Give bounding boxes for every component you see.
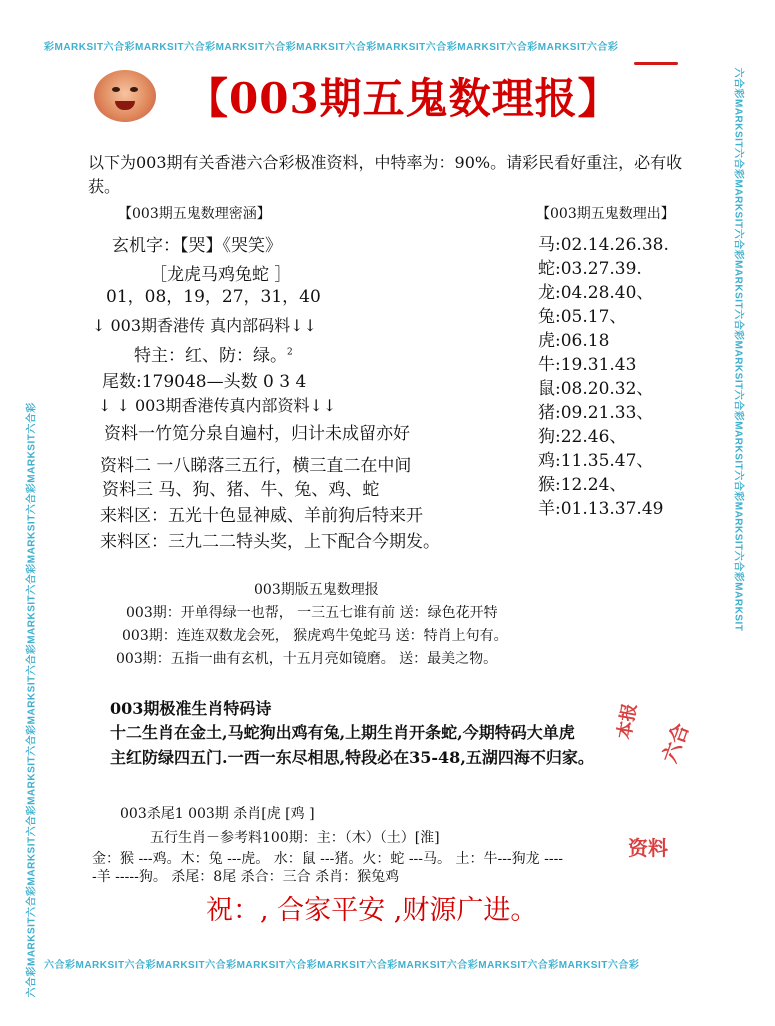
kill-line-1: 003杀尾1 003期 杀肖[虎 [鸡 ]	[120, 806, 315, 822]
watermark-top: 彩MARKSIT六合彩MARKSIT六合彩MARKSIT六合彩MARKSIT六合彩MARKSIT六合彩MARKSIT六合彩MARKSIT六合彩	[44, 42, 619, 53]
mascot-face-icon	[94, 70, 156, 122]
list-item: 虎:06.18	[538, 331, 610, 351]
red-accent-line	[634, 62, 678, 65]
list-item: 狗:22.46、	[538, 427, 627, 447]
section2-heading: 003期版五鬼数理报	[254, 582, 379, 598]
poem-line-1: 十二生肖在金土,马蛇狗出鸡有兔,上期生肖开条蛇,今期特码大单虎	[110, 723, 575, 742]
zodiac-group: ［龙虎马鸡兔蛇 ］	[150, 265, 292, 285]
ziliao-3: 资料三 马、狗、猪、牛、兔、鸡、蛇	[102, 480, 380, 500]
mascot-mouth	[115, 101, 135, 110]
tezhu-sup: 2	[287, 347, 293, 358]
poem-heading: 003期极准生肖特码诗	[110, 699, 272, 718]
red-stamp-1: 本报	[614, 701, 641, 741]
list-item: 兔:05.17、	[538, 307, 627, 327]
laiyuan-1: 来料区：五光十色显神威、羊前狗后特来开	[100, 506, 423, 526]
right-heading: 【003期五鬼数理出】	[536, 206, 675, 222]
poem-line-2: 主红防绿四五门.一西一东尽相思,特段必在35-48,五湖四海不归家。	[110, 748, 594, 767]
watermark-left: 六合彩MARKSIT六合彩MARKSIT六合彩MARKSIT六合彩MARKSIT六合彩MARKSIT六合彩MARKSIT六合彩MARKSIT六合彩	[26, 402, 38, 998]
list-item: 马:02.14.26.38.	[538, 235, 669, 255]
list-item: 蛇:03.27.39.	[538, 259, 642, 279]
tezhu-main: 特主：红、防：绿。	[134, 346, 287, 366]
blessing-text: 祝：, 合家平安 ,财源广进。	[206, 895, 538, 926]
weishu-text: 尾数:179048—头数 0 3 4	[102, 372, 307, 392]
list-item: 龙:04.28.40、	[538, 283, 654, 303]
watermark-bottom: 六合彩MARKSIT六合彩MARKSIT六合彩MARKSIT六合彩MARKSIT六合彩MARKSIT六合彩MARKSIT六合彩MARKSIT六合彩	[44, 960, 640, 971]
kill-line-3: 金：猴 ---鸡。木：兔 ---虎。 水：鼠 ---猪。火：蛇 ---马。 土：牛---狗龙 ----	[92, 851, 564, 867]
ziliao-1: 资料一竹笕分泉自遍村，归计未成留亦好	[104, 424, 410, 444]
list-item: 猴:12.24、	[538, 475, 627, 495]
red-stamp-2: 六合	[657, 720, 694, 766]
red-stamp-3: 资料	[628, 836, 668, 860]
mascot-eye-right	[130, 87, 138, 92]
left-heading: 【003期五鬼数理密涵】	[118, 206, 271, 222]
section2-line-3: 003期：五指一曲有玄机，十五月亮如镜磨。 送：最美之物。	[116, 651, 498, 667]
xuanji-text: 玄机字：【哭】《哭笑》	[112, 236, 282, 256]
hk-data-heading: ↓ ↓ 003期香港传真内部资料↓↓	[98, 396, 337, 415]
hk-code-heading: ↓ 003期香港传 真内部码料↓↓	[92, 316, 317, 335]
list-item: 猪:09.21.33、	[538, 403, 654, 423]
kill-line-4: -羊 -----狗。 杀尾：8尾 杀合：三合 杀肖：猴兔鸡	[92, 869, 400, 885]
tezhu-text	[134, 341, 293, 366]
page-title: 【003期五鬼数理报】	[186, 74, 621, 123]
intro-line-2: 获。	[88, 177, 121, 196]
ziliao-2: 资料二 一八睇落三五行，横三直二在中间	[100, 456, 412, 476]
list-item: 鸡:11.35.47、	[538, 451, 654, 471]
list-item: 羊:01.13.37.49	[538, 499, 664, 519]
intro-line-1: 以下为003期有关香港六合彩极准资料，中特率为：90%。请彩民看好重注，必有收	[88, 153, 683, 172]
section2-line-2: 003期：连连双数龙会死， 猴虎鸡牛兔蛇马 送：特肖上句有。	[122, 628, 508, 644]
number-group: 01，08，19，27，31，40	[106, 287, 321, 307]
kill-line-2: 五行生肖－参考料100期：主：（木）（土）[淮]	[150, 830, 440, 846]
laiyuan-2: 来料区：三九二二特头奖，上下配合今期发。	[100, 532, 440, 552]
list-item: 鼠:08.20.32、	[538, 379, 654, 399]
mascot-eye-left	[112, 87, 120, 92]
section2-line-1: 003期：开单得绿一也帮， 一三五七谁有前 送：绿色花开特	[126, 605, 498, 621]
watermark-right: 六合彩MARKSIT六合彩MARKSIT六合彩MARKSIT六合彩MARKSIT六合彩MARKSIT六合彩MARKSIT六合彩MARKSIT	[732, 67, 744, 632]
list-item: 牛:19.31.43	[538, 355, 637, 375]
